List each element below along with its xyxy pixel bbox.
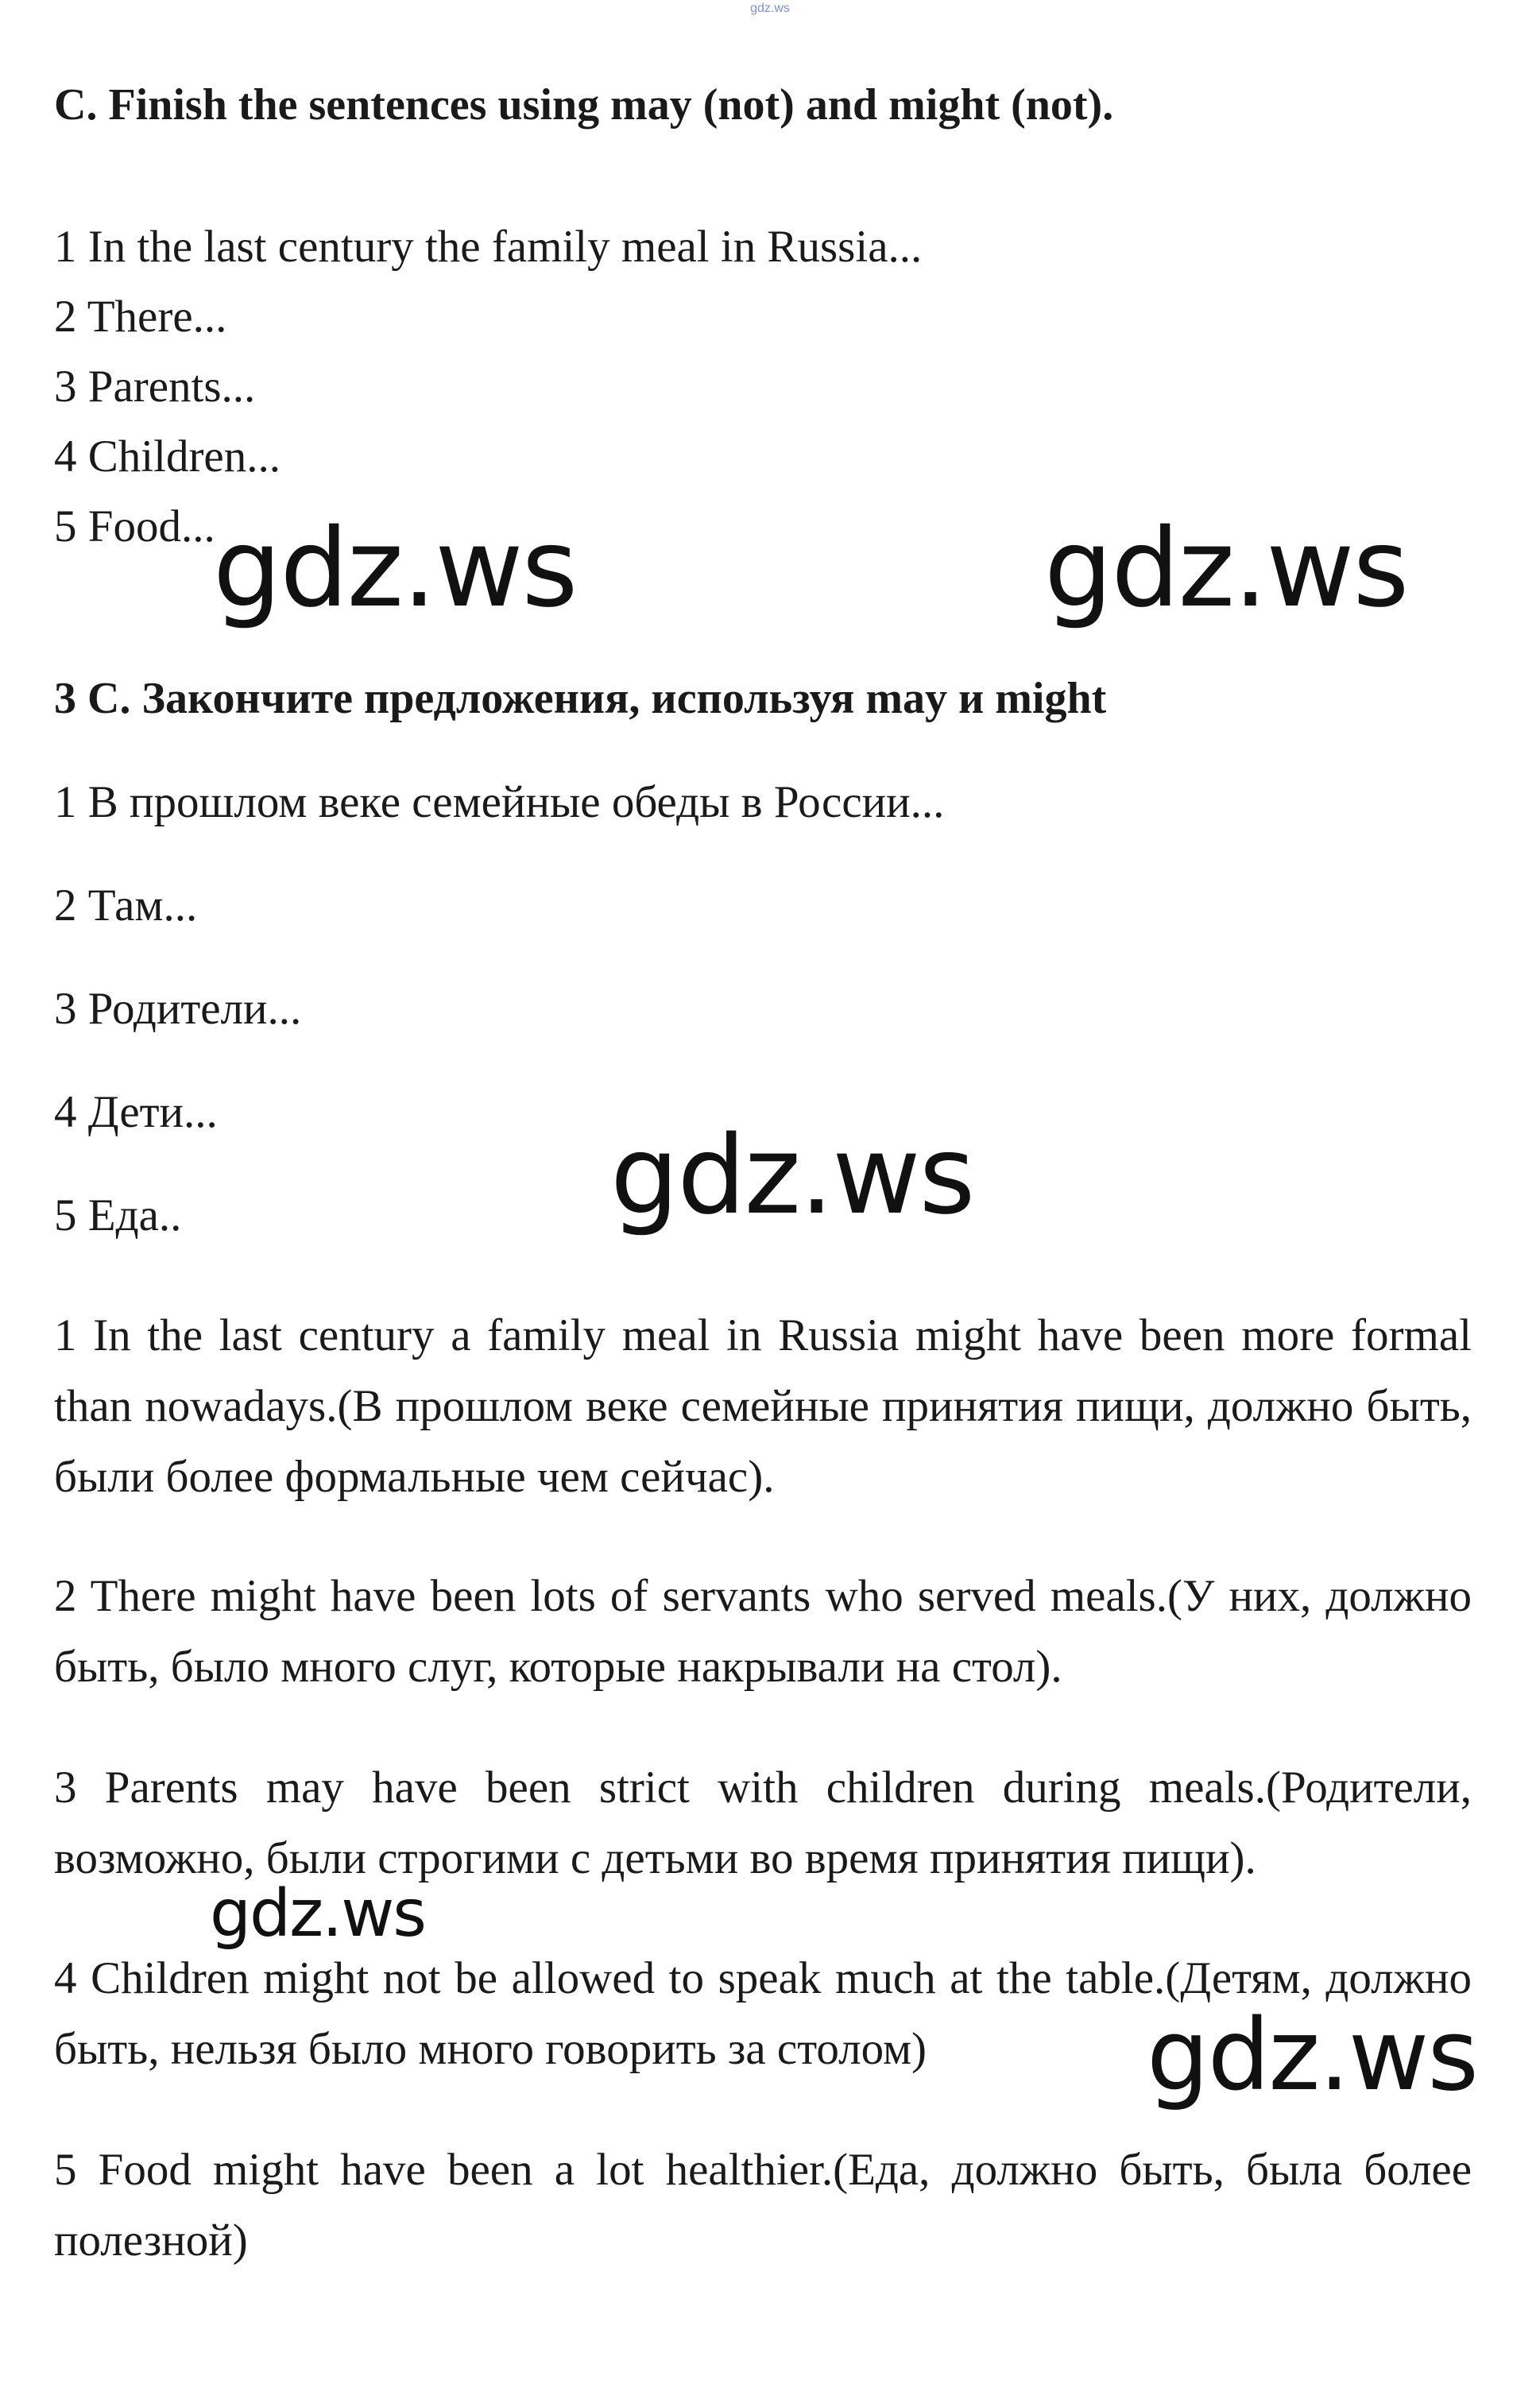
- task-item-ru: 4 Дети...: [54, 1087, 218, 1137]
- header-watermark: gdz.ws: [750, 2, 790, 15]
- watermark: gdz.ws: [1147, 1999, 1477, 2113]
- task-item-en: 5 Food...: [54, 501, 215, 551]
- answer-paragraph: 1 In the last century a family meal in Russia might have been more formal than nowadays.(В прошлом веке семейные принятия пищи, должно быть, были более формальные чем сейчас).: [54, 1310, 1472, 1502]
- answer-paragraph: 5 Food might have been a lot healthier.(Еда, должно быть, была более полезной): [54, 2145, 1472, 2266]
- task-item-en: 4 Children...: [54, 431, 281, 482]
- answer-paragraph: 4 Children might not be allowed to speak much at the table.(Детям, должно быть, нельзя было много говорить за столом): [54, 1953, 1472, 2074]
- watermark: gdz.ws: [610, 1113, 974, 1239]
- watermark: gdz.ws: [1044, 506, 1408, 632]
- task-item-en: 2 There...: [54, 292, 227, 342]
- task-title-ru: 3 C. Закончите предложения, используя may и might: [54, 674, 1107, 723]
- task-item-en: 3 Parents...: [54, 362, 256, 412]
- answer-paragraph: 3 Parents may have been strict with children during meals.(Родители, возможно, были строгими с детьми во время принятия пищи).: [54, 1763, 1472, 1883]
- task-item-ru: 1 В прошлом веке семейные обеды в России...: [54, 777, 945, 827]
- task-item-en: 1 In the last century the family meal in Russia...: [54, 222, 923, 272]
- task-item-ru: 2 Там...: [54, 880, 198, 931]
- task-item-ru: 3 Родители...: [54, 984, 302, 1034]
- watermark: gdz.ws: [210, 1876, 425, 1952]
- task-title-en: C. Finish the sentences using may (not) and might (not).: [54, 80, 1114, 130]
- answer-paragraph: 2 There might have been lots of servants who served meals.(У них, должно быть, было много слуг, которые накрывали на стол).: [54, 1571, 1472, 1692]
- task-item-ru: 5 Еда..: [54, 1190, 182, 1240]
- watermark: gdz.ws: [213, 506, 577, 632]
